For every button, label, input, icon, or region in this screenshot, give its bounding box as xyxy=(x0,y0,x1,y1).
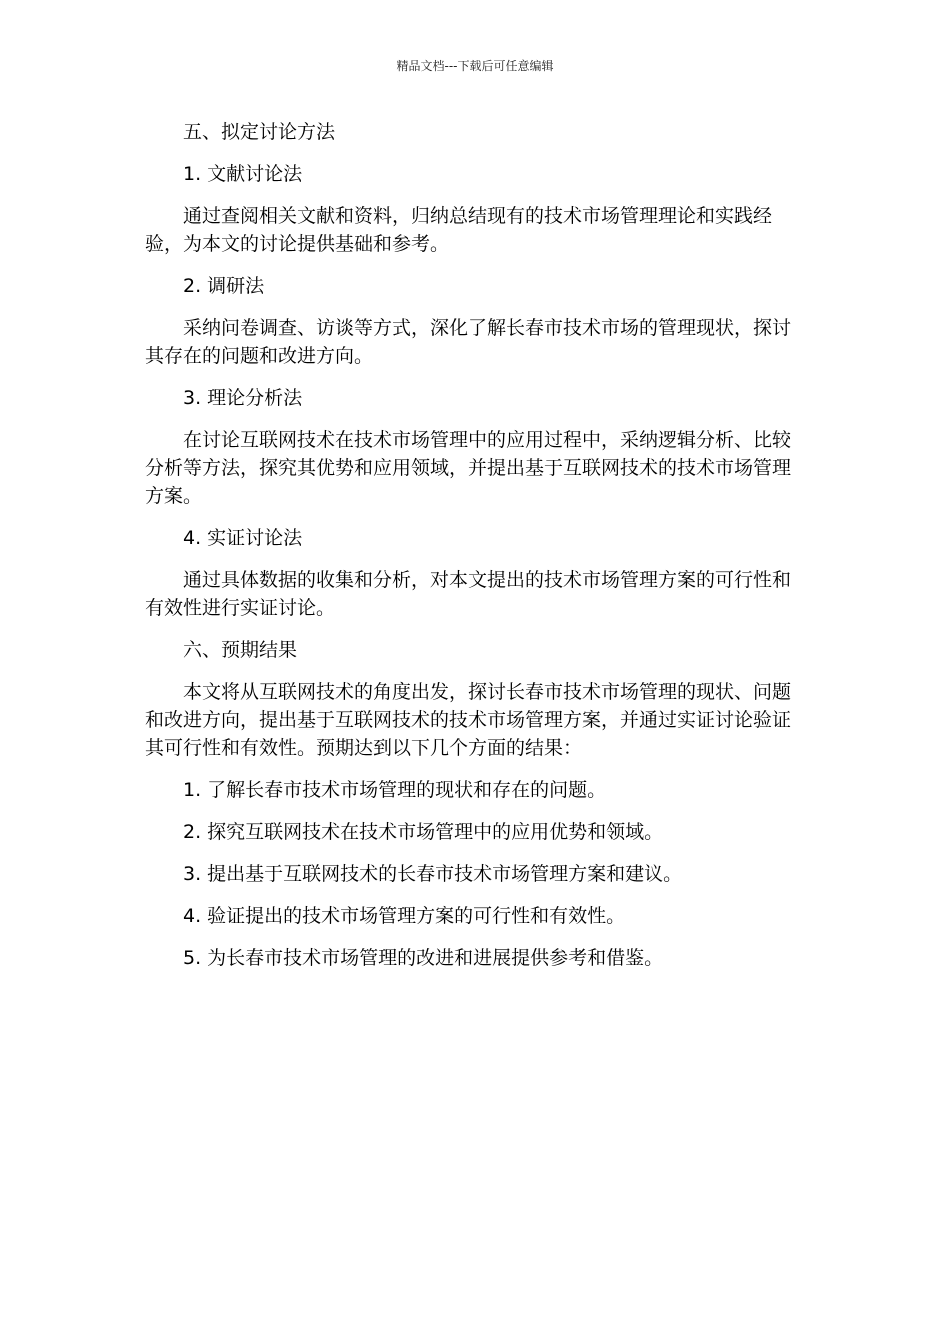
body-paragraph: 通过具体数据的收集和分析，对本文提出的技术市场管理方案的可行性和有效性进行实证讨论。 xyxy=(145,569,792,619)
page-header: 精品文档---下载后可任意编辑 xyxy=(396,59,554,73)
body-paragraph: 通过查阅相关文献和资料，归纳总结现有的技术市场管理理论和实践经验，为本文的讨论提供基础和参考。 xyxy=(145,205,773,255)
method-heading-literature: 1. 文献讨论法 xyxy=(183,163,303,185)
method-heading-theory: 3. 理论分析法 xyxy=(183,387,303,409)
method-heading-survey: 2. 调研法 xyxy=(183,275,265,297)
result-item: 1. 了解长春市技术市场管理的现状和存在的问题。 xyxy=(183,779,607,801)
body-paragraph: 本文将从互联网技术的角度出发，探讨长春市技术市场管理的现状、问题和改进方向，提出基于互联网技术的技术市场管理方案，并通过实证讨论验证其可行性和有效性。预期达到以下几个方面的结果： xyxy=(145,681,792,759)
section-heading-results: 六、预期结果 xyxy=(183,639,298,661)
document-body xyxy=(145,118,809,986)
method-heading-empirical: 4. 实证讨论法 xyxy=(183,527,303,549)
section-heading-methods: 五、拟定讨论方法 xyxy=(183,121,336,143)
result-item: 3. 提出基于互联网技术的长春市技术市场管理方案和建议。 xyxy=(183,863,683,885)
result-item: 4. 验证提出的技术市场管理方案的可行性和有效性。 xyxy=(183,905,626,927)
result-item: 2. 探究互联网技术在技术市场管理中的应用优势和领域。 xyxy=(183,821,664,843)
body-paragraph: 采纳问卷调查、访谈等方式，深化了解长春市技术市场的管理现状，探讨其存在的问题和改进方向。 xyxy=(145,317,792,367)
result-item: 5. 为长春市技术市场管理的改进和进展提供参考和借鉴。 xyxy=(183,947,664,969)
body-paragraph: 在讨论互联网技术在技术市场管理中的应用过程中，采纳逻辑分析、比较分析等方法，探究其优势和应用领域，并提出基于互联网技术的技术市场管理方案。 xyxy=(145,429,792,507)
